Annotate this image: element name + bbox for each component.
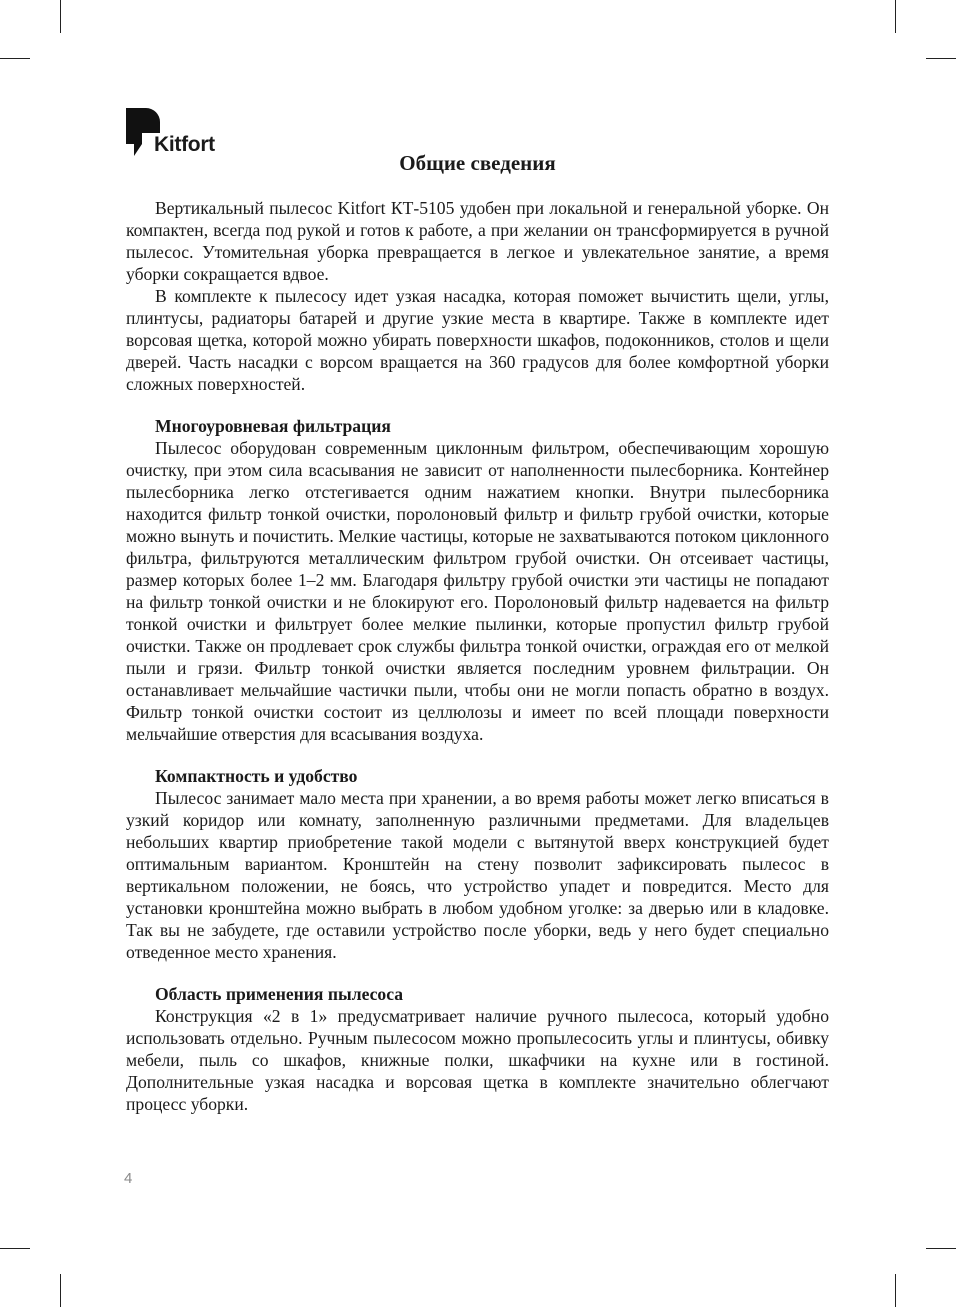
crop-mark: [895, 1274, 896, 1307]
crop-mark: [60, 1274, 61, 1307]
crop-mark: [60, 0, 61, 33]
page-title: Общие сведения: [399, 151, 556, 175]
crop-mark: [926, 58, 956, 59]
crop-mark: [0, 58, 30, 59]
section-paragraph-filtration: Пылесос оборудован современным циклонным фильтром, обеспечивающим хорошую очистку, при этом сила всасывания не зависит от наполненности пылесборника. Контейнер пылесборника легко отстегивается одним нажатием кнопки. Внутри пылесборника находится фильтр тонкой очистки, поролоновый фильтр и фильтр грубой очистки, которые можно вынуть и почистить. Мелкие частицы, которые не захватываются потоком циклонного фильтра, фильтруются металлическим фильтром грубой очистки. Он отсеивает частицы, размер которых более 1–2 мм. Благодаря фильтру грубой очистки эти частицы не попадают на фильтр тонкой очистки и не блокируют его. Поролоновый фильтр надевается на фильтр тонкой очистки и фильтрует более мелкие пылинки, которые пропустил фильтр грубой очистки. Также он продлевает срок службы фильтра тонкой очистки, ограждая его от мелкой пыли и грязи. Фильтр тонкой очистки является последним уровнем фильтрации. Он останавливает мельчайшие частички пыли, чтобы они не могли попасть обратно в воздух. Фильтр тонкой очистки состоит из целлюлозы и имеет по всей площади поверхности мельчайшие отверстия для всасывания воздуха.: [126, 438, 829, 744]
brand-name: Kitfort: [154, 133, 215, 156]
section-paragraph-usage: Конструкция «2 в 1» предусматривает наличие ручного пылесоса, который удобно использовать отдельно. Ручным пылесосом можно пропылесосить углы и плинтусы, обивку мебели, пыль со шкафов, книжные полки, шкафчики на кухне или в гостиной. Дополнительные узкая насадка и ворсовая щетка в комплекте значительно облегчают процесс уборки.: [126, 1006, 829, 1114]
section-heading-usage: Область применения пылесоса: [155, 984, 404, 1004]
intro-paragraph: В комплекте к пылесосу идет узкая насадка, которая поможет вычистить щели, углы, плинтусы, радиаторы батарей и другие узкие места в квартире. Также в комплекте идет ворсовая щетка, которой можно убирать поверхности шкафов, подоконников, столов и щели дверей. Часть насадки с ворсом вращается на 360 градусов для более комфортной уборки сложных поверхностей.: [126, 286, 829, 394]
crop-mark: [0, 1248, 30, 1249]
crop-mark: [926, 1248, 956, 1249]
page-number: 4: [124, 1170, 133, 1187]
crop-mark: [895, 0, 896, 33]
section-heading-filtration: Многоуровневая фильтрация: [155, 416, 391, 436]
section-paragraph-compactness: Пылесос занимает мало места при хранении, а во время работы может легко вписаться в узкий коридор или комнату, заполненную различными предметами. Для владельцев небольших квартир приобретение такой модели с вытянутой вверх конструкцией будет оптимальным вариантом. Кронштейн на стену позволит зафиксировать пылесос в вертикальном положении, не боясь, что устройство упадет и повредится. Место для установки кронштейна можно выбрать в любом удобном уголке: за дверью или в кладовке. Так вы не забудете, где оставили устройство после уборки, ведь у него будет специально отведенное место хранения.: [126, 788, 829, 962]
section-heading-compactness: Компактность и удобство: [155, 766, 358, 786]
intro-paragraph: Вертикальный пылесос Kitfort КТ-5105 удобен при локальной и генеральной уборке. Он компактен, всегда под рукой и готов к работе, а при желании он трансформируется в ручной пылесос. Утомительная уборка превращается в легкое и увлекательное занятие, а время уборки сокращается вдвое.: [126, 198, 829, 284]
document-body: [126, 197, 829, 1115]
